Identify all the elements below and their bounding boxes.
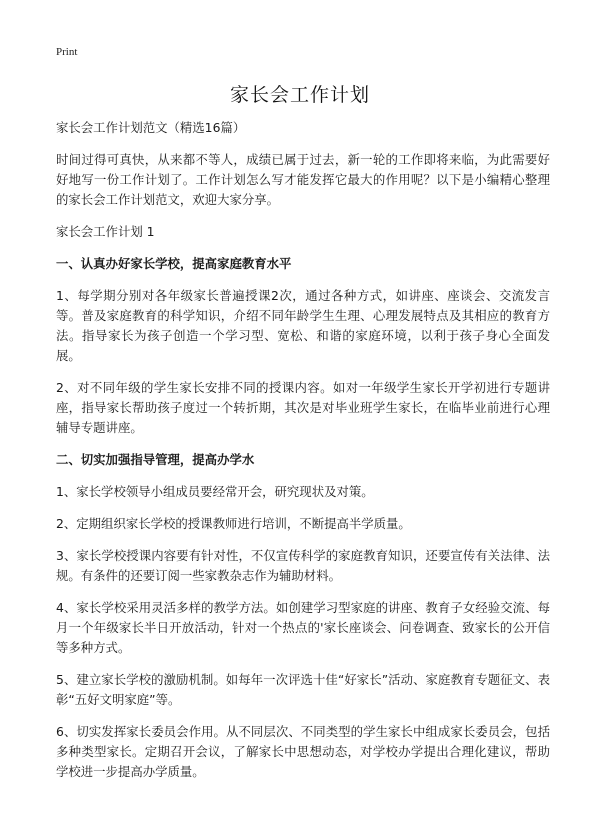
document-body xyxy=(56,118,550,794)
section-2-item-2: 2、定期组织家长学校的授课教师进行培训，不断提高半学质量。 xyxy=(56,516,411,531)
print-label: Print xyxy=(56,46,78,58)
document-subtitle: 家长会工作计划范文（精选16篇） xyxy=(56,120,246,135)
section-1-item-2: 2、对不同年级的学生家长安排不同的授课内容。如对一年级学生家长开学初进行专题讲座，指导家长帮助孩子度过一个转折期，其次是对毕业班学生家长，在临毕业前进行心理辅导专题讲座。 xyxy=(56,380,550,435)
section-1-heading: 一、认真办好家长学校，提高家庭教育水平 xyxy=(56,256,292,271)
section-2-item-6: 6、切实发挥家长委员会作用。从不同层次、不同类型的学生家长中组成家长委员会，包括多种类型家长。定期召开会议，了解家长中思想动态，对学校办学提出合理化建议，帮助学校进一步提高办学质量。 xyxy=(56,724,550,779)
section-2-item-1: 1、家长学校领导小组成员要经常开会，研究现状及对策。 xyxy=(56,484,374,499)
document-title: 家长会工作计划 xyxy=(229,84,370,106)
section-2-item-3: 3、家长学校授课内容要有针对性，不仅宣传科学的家庭教育知识，还要宣传有关法律、法规。有条件的还要订阅一些家教杂志作为辅助材料。 xyxy=(56,548,550,583)
section-2-item-5: 5、建立家长学校的激励机制。如每年一次评选十佳“好家长”活动、家庭教育专题征文、表彰“五好文明家庭”等。 xyxy=(56,672,550,707)
section-2-heading: 二、切实加强指导管理，提高办学水 xyxy=(56,452,255,467)
intro-paragraph: 时间过得可真快，从来都不等人，成绩已属于过去，新一轮的工作即将来临，为此需要好好地写一份工作计划了。工作计划怎么写才能发挥它最大的作用呢？以下是小编精心整理的家长会工作计划范文，欢迎大家分享。 xyxy=(56,152,550,207)
section-2-item-4: 4、家长学校采用灵活多样的教学方法。如创建学习型家庭的讲座、教育子女经验交流、每月一个年级家长半日开放活动，针对一个热点的'家长座谈会、问卷调查、致家长的公开信等多种方式。 xyxy=(56,600,550,655)
plan-heading: 家长会工作计划 1 xyxy=(56,224,155,239)
section-1-item-1: 1、每学期分别对各年级家长普遍授课2次，通过各种方式，如讲座、座谈会、交流发言等。普及家庭教育的科学知识，介绍不同年龄学生生理、心理发展特点及其相应的教育方法。指导家长为孩子创造一个学习型、宽松、和谐的家庭环境，以利于孩子身心全面发展。 xyxy=(56,288,550,363)
